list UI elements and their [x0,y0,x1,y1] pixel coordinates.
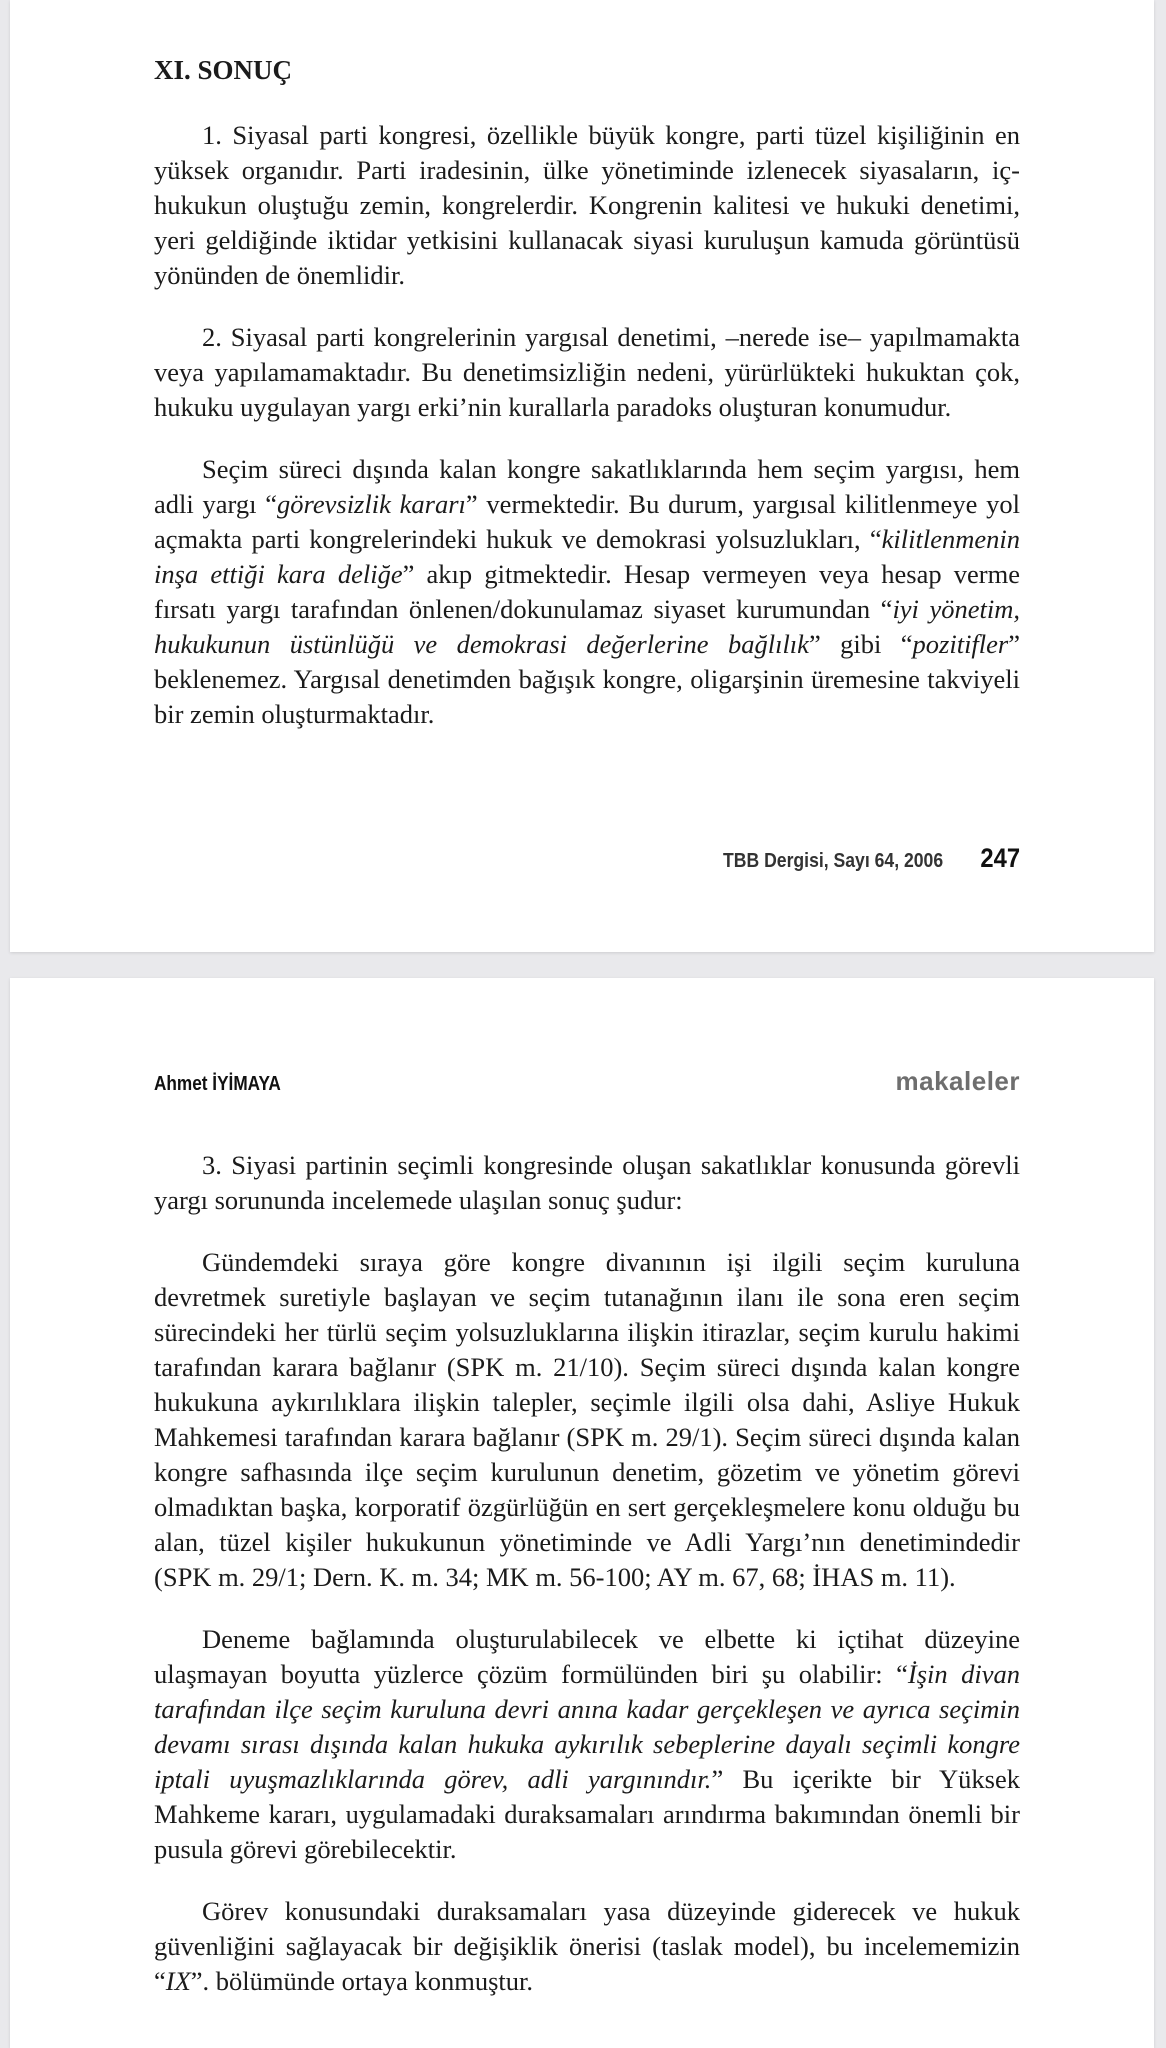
text-run: Deneme bağlamında oluşturulabilecek ve elbette ki içtihat düzeyine ulaşmayan boyutta yüzlerce çözüm formülünden biri şu olabilir: “ [154,1624,1020,1689]
italic-quote: IX [165,1966,191,1996]
paragraph-6 [154,1622,1020,1867]
italic-quote: İşin divan tarafından ilçe seçim kuruluna devri anına kadar gerçekleşen ve ayrıca seçimin devamı sırası dışında kalan hukuka aykırılık sebeplerine dayalı seçimli kongre iptali uyuşmazlıklarında görev, adli yargınındır. [154,1659,1021,1794]
section-label: makaleler [895,1066,1020,1096]
author-name: Ahmet İYİMAYA [154,1073,281,1095]
paragraph-list [154,118,1020,732]
running-header [154,1066,1020,1097]
text-run: ” akıp gitmektedir. Hesap vermeyen veya hesap verme fırsatı yargı tarafından önlenen/dokunulamaz siyaset kurumundan “ [154,559,1020,624]
italic-quote: kilitlenmenin inşa ettiği kara deliğe [154,524,1020,589]
paragraph-7 [154,1894,1020,1999]
text-run: Seçim süreci dışında kalan kongre sakatlıklarında hem seçim yargısı, hem adli yargı “ [154,454,1020,519]
text-run: 1. Siyasal parti kongresi, özellikle büyük kongre, parti tüzel kişiliğinin en yüksek organıdır. Parti iradesinin, ülke yönetiminde izlenecek siyasaların, iç-hukukun oluştuğu zemin, kongrelerdir. Kongrenin kalitesi ve hukuki denetimi, yeri geldiğinde iktidar yetkisini kullanacak siyasi kuruluşun kamuda görüntüsü yönünden de önemlidir. [154,120,1020,290]
text-run: Görev konusundaki duraksamaları yasa düzeyinde giderecek ve hukuk güvenliğini sağlayacak bir değişiklik önerisi (taslak model), bu incelememizin “ [154,1896,1020,1996]
text-run: ” gibi “ [808,629,913,659]
page-footer [693,843,1020,874]
text-run: ” Bu içerikte bir Yüksek Mahkeme kararı, uygulamadaki duraksamaları arındırma bakımından önemli bir pusula görevi görebilecektir. [154,1764,1020,1864]
text-run: ” beklenemez. Yargısal denetimden bağışık kongre, oligarşinin üremesine takviyeli bir zemin oluşturmaktadır. [154,629,1020,729]
paragraph-5 [154,1245,1020,1595]
journal-citation: TBB Dergisi, Sayı 64, 2006 [722,850,943,872]
paragraph-4 [154,1148,1020,1218]
conclusion-section [154,55,1020,732]
text-run: 2. Siyasal parti kongrelerinin yargısal denetimi, –nerede ise– yapılmamakta veya yapılamamaktadır. Bu denetimsizliğin nedeni, yürürlükteki hukuktan çok, hukuku uygulayan yargı erki’nin kurallarla paradoks oluşturan konumudur. [154,322,1020,422]
section-heading: XI. SONUÇ [154,55,293,85]
text-run: ” vermektedir. Bu durum, yargısal kilitlenmeye yol açmakta parti kongrelerindeki hukuk ve demokrasi yolsuzlukları, “ [154,489,1020,554]
conclusion-continued [154,1148,1020,1999]
page-248 [10,978,1154,2048]
italic-quote: pozitifler [912,629,1009,659]
paragraph-1 [154,118,1020,293]
page-247 [10,0,1154,952]
text-run: Gündemdeki sıraya göre kongre divanının işi ilgili seçim kuruluna devretmek suretiyle başlayan ve seçim tutanağının ilanı ile sona eren seçim sürecindeki her türlü seçim yolsuzluklarına ilişkin itirazlar, seçim kurulu hakimi tarafından karara bağlanır (SPK m. 21/10). Seçim süreci dışında kalan kongre hukukuna aykırılıklara ilişkin talepler, seçimle ilgili olsa dahi, Asliye Hukuk Mahkemesi tarafından karara bağlanır (SPK m. 29/1). Seçim süreci dışında kalan kongre safhasında ilçe seçim kurulunun denetim, gözetim ve yönetim görevi olmadıktan başka, korporatif özgürlüğün en sert gerçekleşmelere konu olduğu bu alan, tüzel kişiler hukukunun yönetiminde ve Adli Yargı’nın denetimindedir (SPK m. 29/1; Dern. K. m. 34; MK m. 56-100; AY m. 67, 68; İHAS m. 11). [154,1247,1020,1592]
italic-quote: iyi yönetim, hukukunun üstünlüğü ve demokrasi değerlerine bağlılık [154,594,1021,659]
text-run: ”. bölümünde ortaya konmuştur. [190,1966,534,1996]
paragraph-2 [154,320,1020,425]
text-run: 3. Siyasi partinin seçimli kongresinde oluşan sakatlıklar konusunda görevli yargı sorununda incelemede ulaşılan sonuç şudur: [154,1150,1020,1215]
page-number: 247 [980,843,1020,873]
italic-quote: görevsizlik kararı [277,489,466,519]
paragraph-3 [154,452,1020,732]
